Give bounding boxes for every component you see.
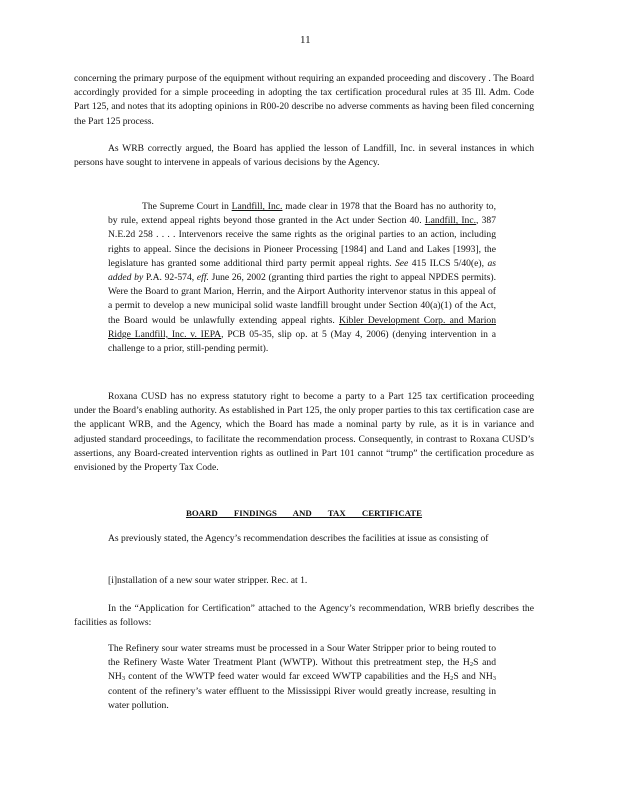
paragraph-application-for-certification: [74, 602, 534, 630]
paragraph-text: As WRB correctly argued, the Board has applied the lesson of Landfill, Inc. in several instances in which persons have sought to intervene in appeals of various decisions by the Agency.: [74, 143, 534, 169]
paragraph-text: concerning the primary purpose of the equipment without requiring an expanded proceeding and discovery . The Board accordingly provided for a simple proceeding in adopting the tax certification procedural rules at 35 Ill. Adm. Code Part 125, and notes that its adopting opinions in R00-20 describe no adverse comments as having been filed concerning the Part 125 process.: [74, 73, 534, 127]
paragraph-text: Roxana CUSD has no express statutory right to become a party to a Part 125 tax certification proceeding under the Board’s enabling authority. As established in Part 125, the only proper parties to this tax certification case are the applicant WRB, and the Agency, which the Board has made a nominal party by rule, as it is in variance and adjusted standard proceedings, to facilitate the recommendation process. Consequently, in contrast to Roxana CUSD’s assertions, any Board-created intervention rights as outlined in Part 101 cannot “trump” the certification procedure as envisioned by the Property Tax Code.: [74, 391, 534, 474]
block-quote-landfill: [108, 200, 496, 356]
paragraph-agency-recommendation: [74, 532, 534, 546]
signal-as-added-by: as added by: [108, 257, 496, 284]
subscript: 3: [492, 675, 497, 683]
quote-text: S and NH: [108, 657, 496, 683]
case-name-landfill: Landfill, Inc.: [231, 201, 283, 212]
page-number: 11: [300, 34, 311, 46]
case-name-kibler: Kibler Development Corp. and Marion Ridge Landfill, Inc. v. IEPA: [108, 314, 496, 340]
quote-text: content of the WWTP feed water would far exceed WWTP capabilities and the H: [125, 671, 451, 683]
quote-text: 415 ILCS 5/40(e),: [408, 257, 488, 269]
paragraph-text: In the “Application for Certification” attached to the Agency’s recommendation, WRB briefly describes the facilities as follows:: [74, 603, 534, 629]
block-quote-installation: [108, 574, 496, 588]
quote-text: June 26, 2002 (granting third parties the right to appeal NPDES permits). Were the Board to grant Marion, Herrin, and the Airport Authority intervenor status in this appeal of a permit to develop a new municipal solid waste landfill brought under Section 40(a)(1) of the Act, the Board would be unlawfully extending appeal rights.: [108, 272, 496, 326]
signal-eff: eff.: [196, 272, 209, 284]
quote-text: made clear in 1978 that the Board has no authority to, by rule, extend appeal rights beyond those granted in the Act under Section 40.: [108, 201, 496, 227]
quote-text: The Refinery sour water streams must be processed in a Sour Water Stripper prior to being routed to the Refinery Waste Water Treatment Plant (WWTP). Without this pretreatment step, the H: [108, 643, 496, 669]
quote-text: The Supreme Court in: [142, 201, 232, 212]
subscript: 2: [469, 661, 474, 669]
quote-text: P.A. 92-574,: [143, 272, 197, 284]
quote-text: , 387 N.E.2d 258 . . . . Intervenors receive the same rights as the original parties to an action, including rights to appeal. Since the decisions in Pioneer Processing [1984] and Land and Lakes [1993], the legislature has granted some additional third party permit appeal rights.: [108, 215, 496, 269]
quote-text: S and NH: [453, 671, 493, 683]
quote-text: , PCB 05-35, slip op. at 5 (May 4, 2006) (denying intervention in a challenge to a prior, still-pending permit).: [108, 328, 496, 355]
section-heading: BOARD FINDINGS AND TAX CERTIFICATE: [185, 508, 423, 518]
subscript: 2: [450, 675, 454, 683]
subscript: 3: [121, 675, 126, 683]
paragraph-text: As previously stated, the Agency’s recommendation describes the facilities at issue as consisting of: [108, 533, 489, 544]
paragraph-wrb-argument: [74, 142, 534, 170]
paragraph-roxana-cusd: [74, 390, 534, 475]
quote-text: content of the refinery’s water effluent to the Mississippi River would greatly increase, resulting in water pollution.: [108, 685, 496, 711]
signal-see: See: [394, 257, 409, 269]
paragraph-tax-certification-procedure: [74, 72, 534, 129]
quote-text: [i]nstallation of a new sour water stripper. Rec. at 1.: [108, 575, 308, 586]
block-quote-sour-water: [108, 642, 496, 713]
case-name-landfill: Landfill, Inc.: [424, 215, 476, 227]
